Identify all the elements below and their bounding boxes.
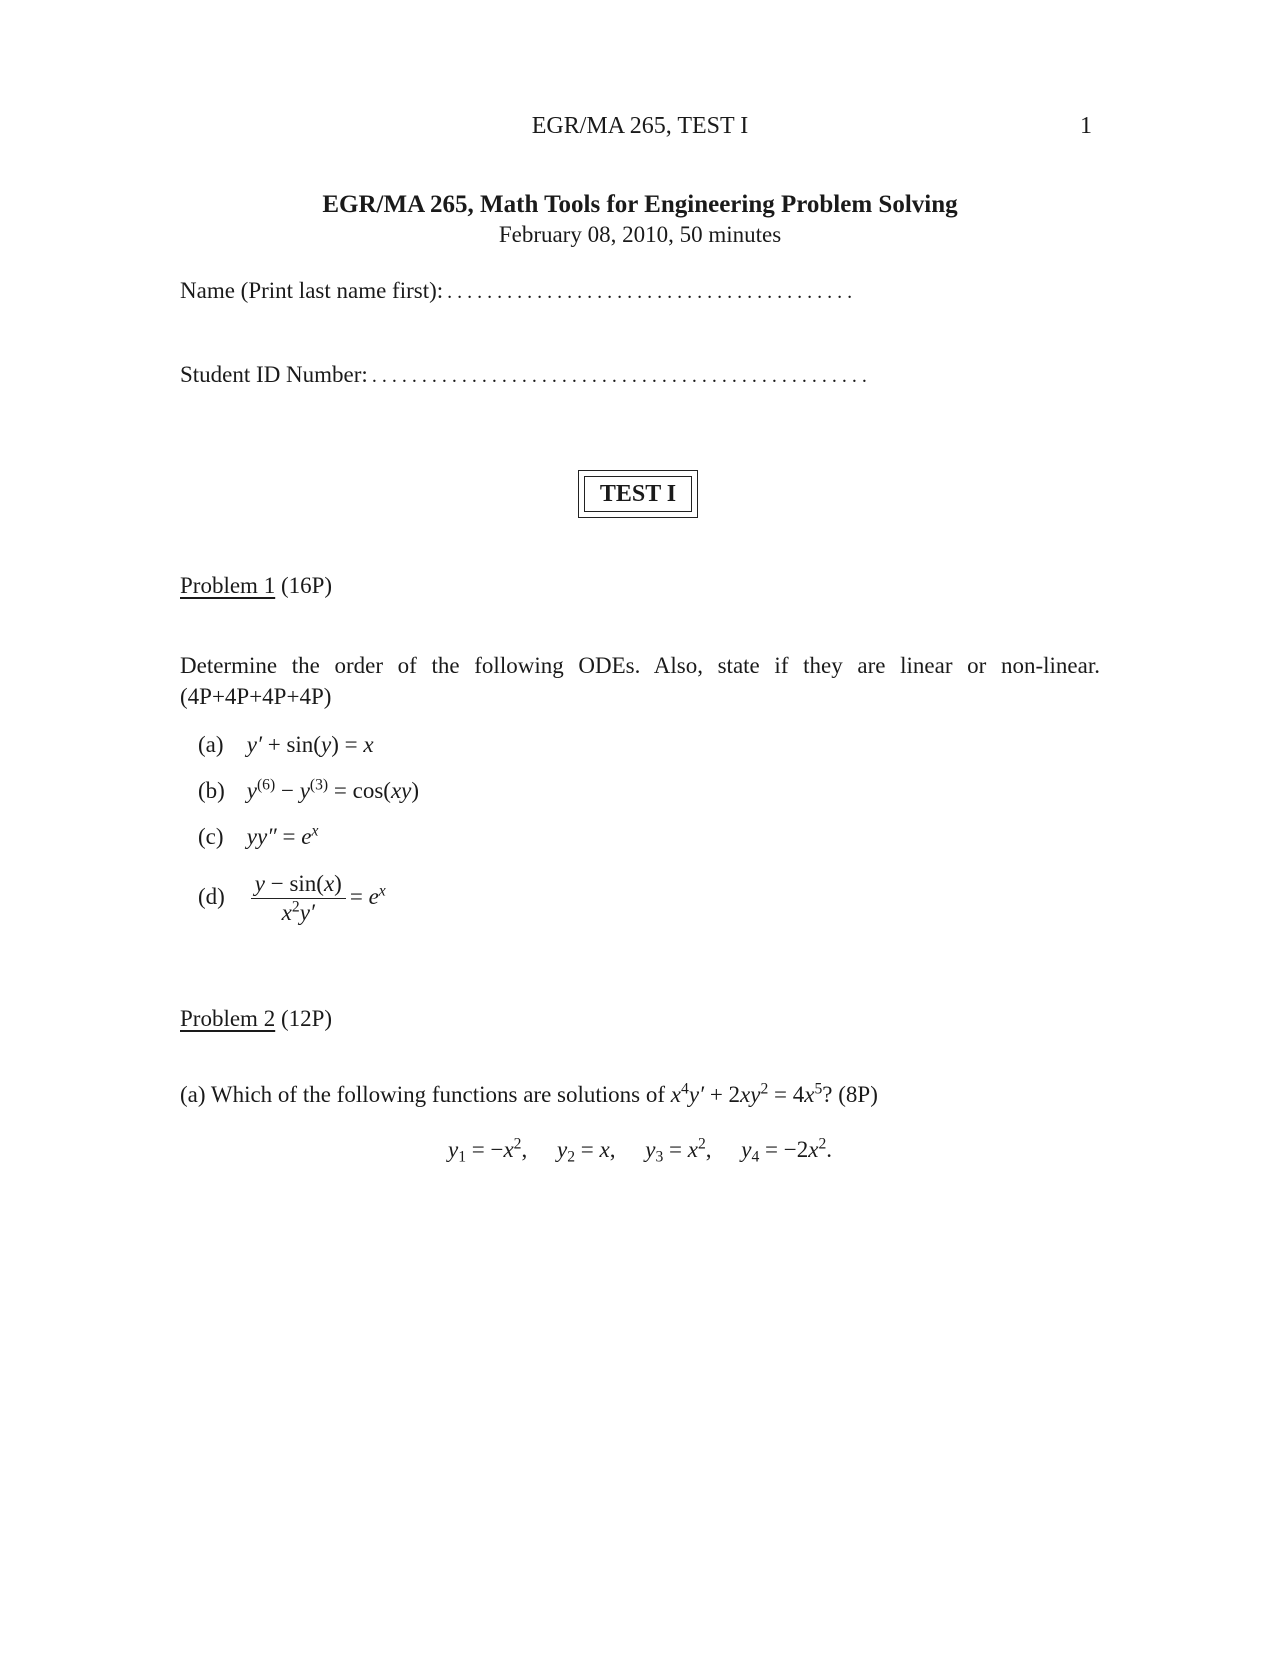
problem-2-points: (12P): [280, 1006, 333, 1031]
ode-b-equation: $y^{(6)} - y^{(3)} = \cos(xy)$: [246, 776, 420, 803]
problem-1-heading: [180, 573, 332, 599]
name-field-label: Name (Print last name first):: [180, 278, 444, 303]
problem-2a-points: (8P): [838, 1082, 878, 1107]
course-title: EGR/MA 265, Math Tools for Engineering Problem Solving: [322, 191, 958, 218]
ode-a-equation: y′ + sin(y) = x: [246, 732, 374, 757]
item-b-label: (b): [198, 778, 225, 803]
ode-item-b: [198, 778, 419, 804]
problem-2-part-a: [180, 1082, 878, 1108]
problem-2a-text: (a) Which of the following functions are solutions of: [180, 1082, 666, 1107]
solution-y3: $y_3 = x^2$,: [645, 1135, 712, 1166]
problem-1-instructions: Determine the order of the following ODEs. Also, state if they are linear or non-linear. (4P+4P+4P+4P): [180, 653, 1100, 709]
item-c-label: (c): [198, 824, 224, 849]
running-title: EGR/MA 265, TEST I: [531, 113, 749, 139]
problem-2a-equation: $x^4y' + 2xy^2 = 4x^5$?: [670, 1080, 833, 1107]
ode-c-equation: $yy'' = e^x$: [246, 822, 319, 849]
solution-y1: $y_1 = -x^2$,: [447, 1135, 528, 1166]
item-d-label: (d): [198, 883, 225, 909]
student-id-dots: . . . . . . . . . . . . . . . . . . . . . . . . . . . . . . . . . . . . . . . . . . . . . . . . . .: [371, 365, 867, 387]
problem-2-heading: [180, 1006, 332, 1032]
page-number: 1: [1080, 113, 1092, 139]
name-field-dots: . . . . . . . . . . . . . . . . . . . . . . . . . . . . . . . . . . . . . . . . .: [447, 281, 853, 303]
student-id-field[interactable]: [180, 362, 867, 388]
student-id-label: Student ID Number:: [180, 362, 368, 387]
solution-y4: $y_4 = -2x^2$.: [741, 1135, 833, 1166]
problem-2-label: Problem 2: [180, 1006, 276, 1031]
ode-item-c: [198, 824, 318, 850]
solution-y2: $y_2 = x$,: [556, 1137, 616, 1166]
problem-1-points: (16P): [280, 573, 333, 598]
problem-1-label: Problem 1: [180, 573, 276, 598]
ode-item-d: [198, 870, 386, 927]
test-title: TEST I: [584, 476, 692, 512]
test-title-box: [578, 470, 698, 518]
name-field[interactable]: [180, 278, 852, 304]
candidate-solutions: [0, 1135, 1280, 1166]
ode-d-equation: $\frac{y - \sin(x)}{x^2y'}$ = $e^x$: [247, 884, 386, 909]
ode-d-fraction: $\frac{y - \sin(x)}{x^2y'}$: [251, 870, 346, 927]
item-a-label: (a): [198, 732, 224, 757]
exam-date: February 08, 2010, 50 minutes: [498, 222, 782, 247]
ode-item-a: [198, 732, 374, 758]
